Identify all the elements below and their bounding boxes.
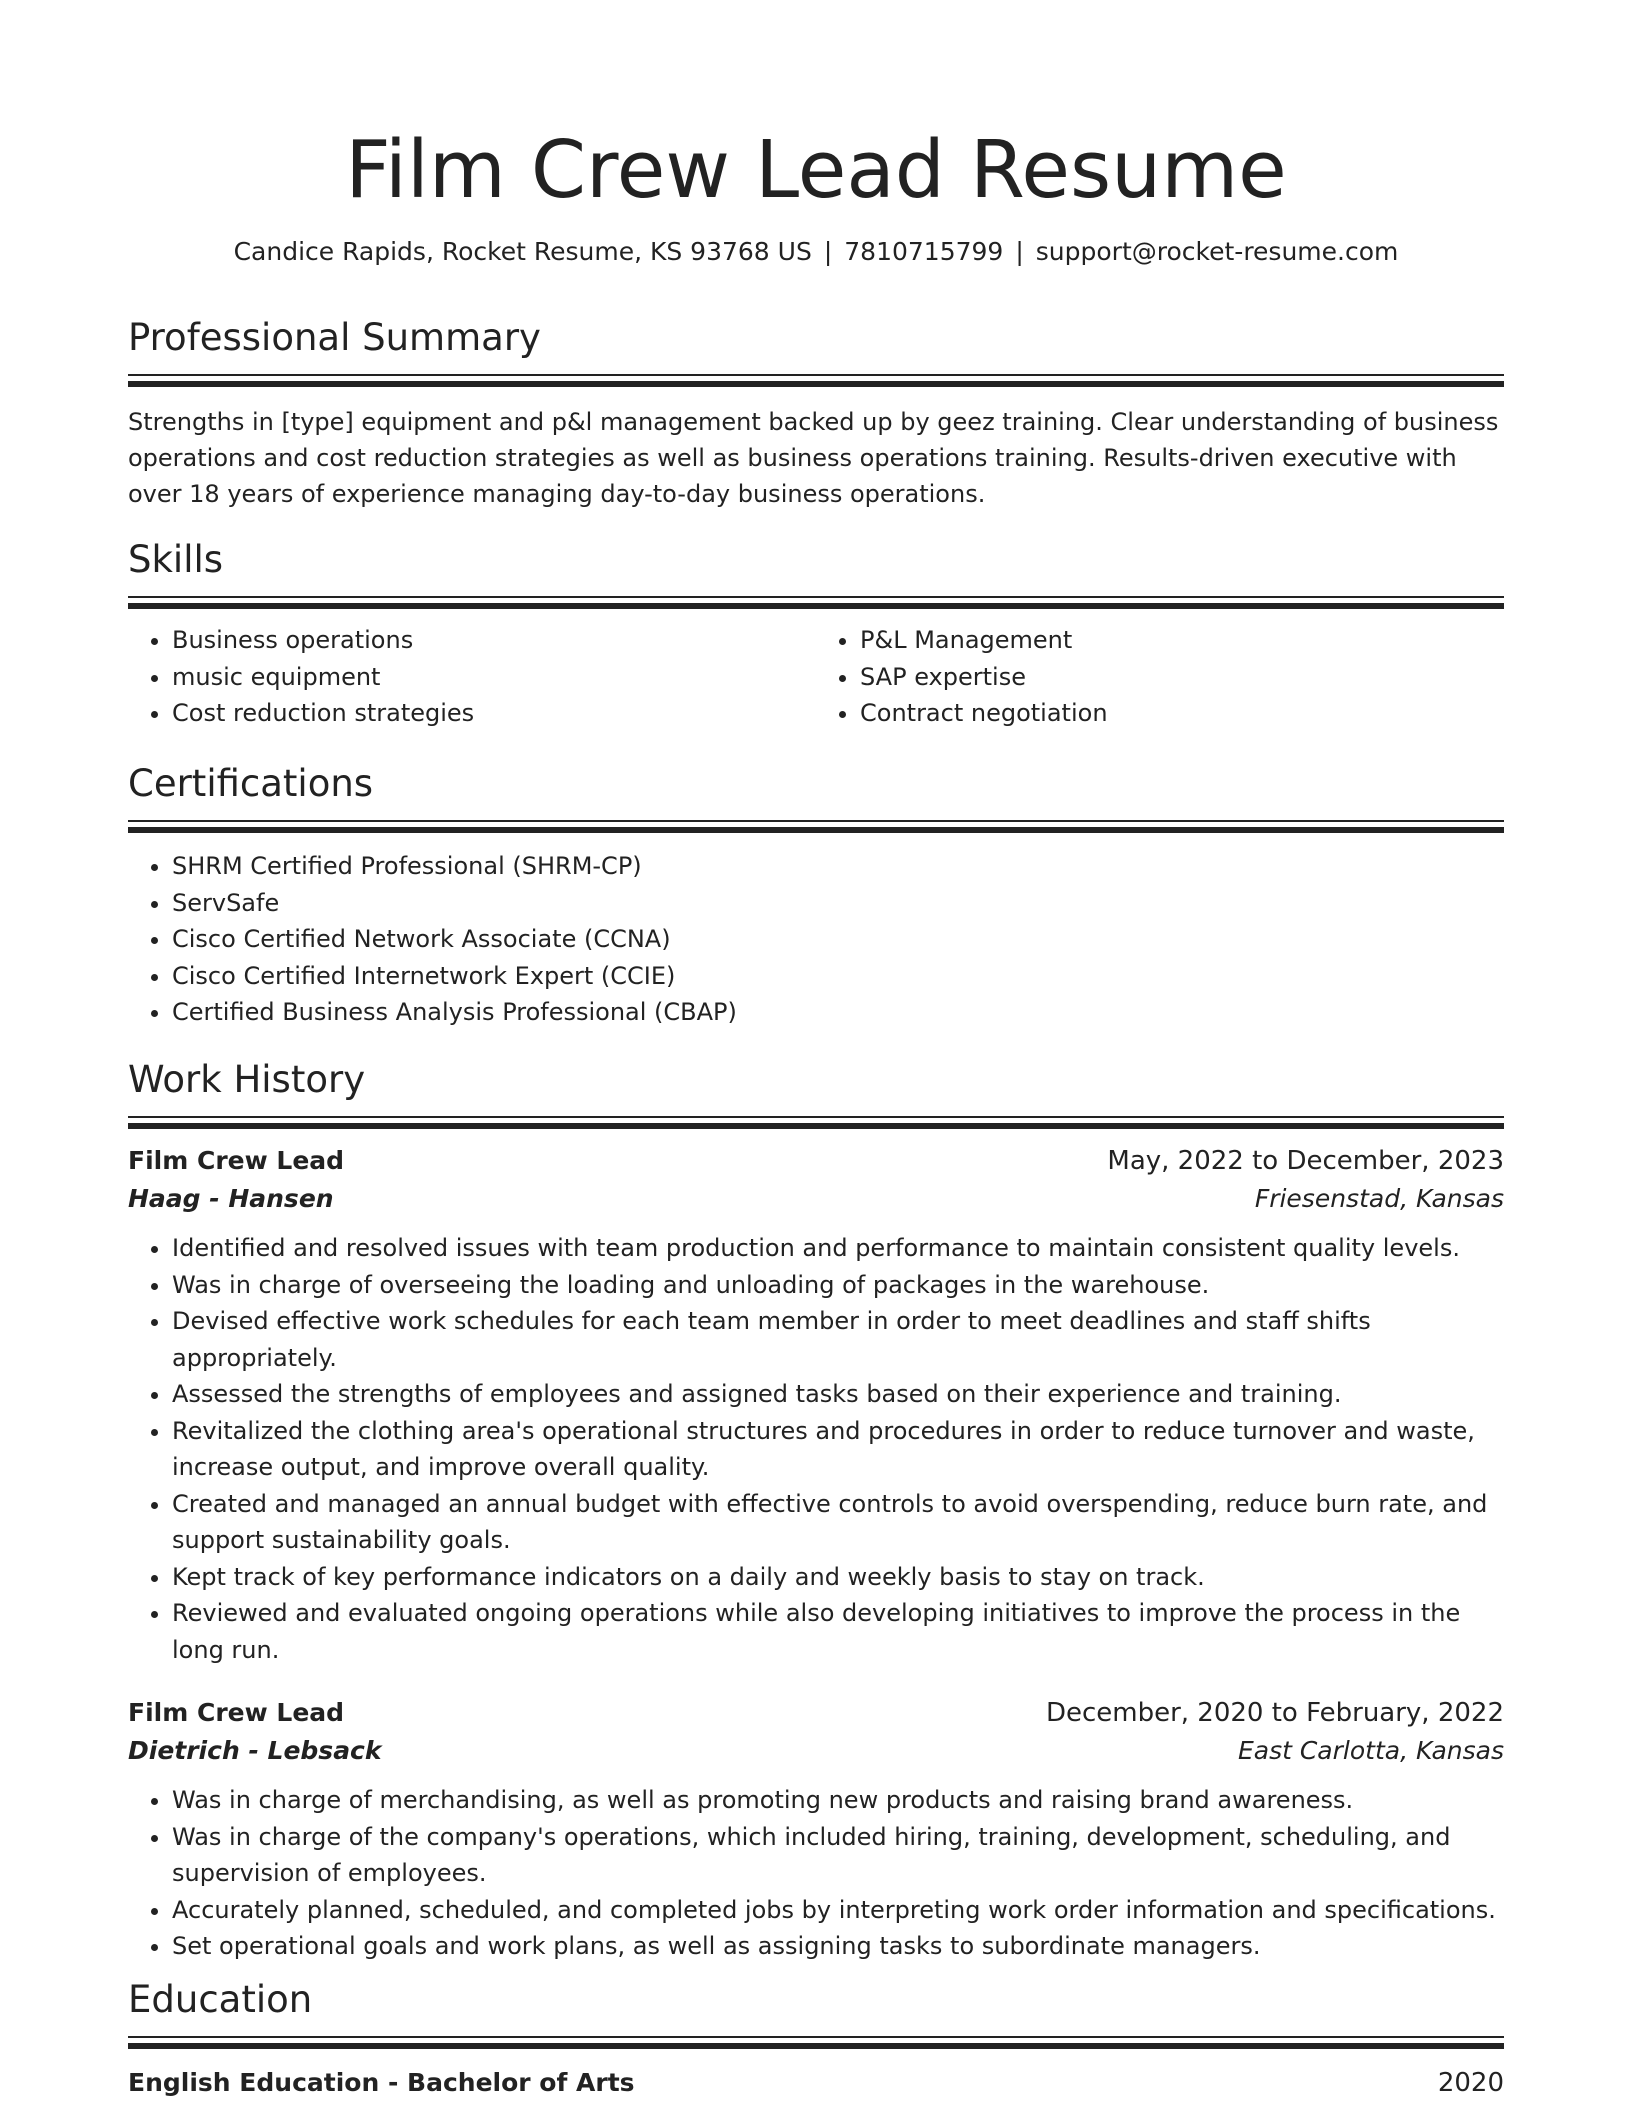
skills-columns [128,622,1504,732]
resume-title: Film Crew Lead Resume [345,124,1287,216]
job-bullet: • Assessed the strengths of employees and assigned tasks based on their experience and training. [172,1376,1504,1413]
contact-line [128,236,1504,268]
job-bullet: • Created and managed an annual budget with effective controls to avoid overspending, reduce burn rate, and support sustainability goals. [172,1486,1504,1559]
job-location: Friesenstad, Kansas [1254,1184,1504,1213]
certifications-heading: Certifications [128,762,374,805]
contact-separator: | [823,237,833,266]
job-bullet: • Was in charge of the company's operations, which included hiring, training, development, scheduling, and supervision of employees. [172,1819,1504,1892]
job-entry [128,1142,1504,1668]
contact-email: support@rocket-resume.com [1035,237,1399,266]
job-company: Dietrich - Lebsack [128,1736,382,1765]
summary-section [128,316,1504,512]
job-bullet: • Was in charge of overseeing the loading and unloading of packages in the warehouse. [172,1267,1504,1304]
job-title: Film Crew Lead [128,1698,345,1727]
work-history-heading: Work History [128,1058,366,1101]
section-divider [128,1116,1504,1128]
skill-item: • Business operations [172,622,816,659]
section-divider [128,596,1504,608]
skill-item: • Cost reduction strategies [172,695,816,732]
certification-item: • ServSafe [172,885,1504,922]
certification-item: • Cisco Certified Internetwork Expert (CCIE) [172,958,1504,995]
education-heading: Education [128,1978,313,2021]
job-bullet: • Devised effective work schedules for each team member in order to meet deadlines and staff shifts appropriately. [172,1303,1504,1376]
education-degree: English Education - Bachelor of Arts [128,2068,635,2097]
job-bullet: • Accurately planned, scheduled, and completed jobs by interpreting work order information and specifications. [172,1892,1504,1929]
job-bullet: • Reviewed and evaluated ongoing operations while also developing initiatives to improve the process in the long run. [172,1595,1504,1668]
contact-phone: 7810715799 [844,237,1004,266]
resume-page [128,0,1504,2098]
education-year: 2020 [1437,2068,1504,2098]
job-subheader [128,1180,1504,1218]
summary-heading: Professional Summary [128,316,541,359]
contact-address: Candice Rapids, Rocket Resume, KS 93768 US [233,237,812,266]
certification-item: • Certified Business Analysis Professional (CBAP) [172,994,1504,1031]
education-section [128,1978,1504,2102]
skills-section [128,538,1504,732]
skill-item: • P&L Management [860,622,1504,659]
certification-item: • SHRM Certified Professional (SHRM-CP) [172,848,1504,885]
job-bullets [128,1782,1504,1965]
section-divider [128,820,1504,832]
job-title: Film Crew Lead [128,1146,345,1175]
job-bullets [128,1230,1504,1668]
skills-list-left [128,622,816,732]
section-divider [128,2036,1504,2048]
job-bullet: • Kept track of key performance indicators on a daily and weekly basis to stay on track. [172,1559,1504,1596]
job-bullet: • Identified and resolved issues with team production and performance to maintain consistent quality levels. [172,1230,1504,1267]
certifications-section [128,762,1504,1031]
education-entry [128,2064,1504,2102]
summary-text: Strengths in [type] equipment and p&l management backed up by geez training. Clear understanding of business operations and cost reduction strategies as well as business operations training. Results-driven executive with over 18 years of experience managing day-to-day business operations. [128,408,1499,508]
work-history-section [128,1058,1504,1965]
certifications-list [128,848,1504,1031]
skill-item: • Contract negotiation [860,695,1504,732]
certification-item: • Cisco Certified Network Associate (CCNA) [172,921,1504,958]
job-subheader [128,1732,1504,1770]
skill-item: • SAP expertise [860,659,1504,696]
job-bullet: • Set operational goals and work plans, as well as assigning tasks to subordinate managers. [172,1928,1504,1965]
job-dates: December, 2020 to February, 2022 [1045,1698,1504,1728]
job-bullet: • Revitalized the clothing area's operational structures and procedures in order to reduce turnover and waste, increase output, and improve overall quality. [172,1413,1504,1486]
job-dates: May, 2022 to December, 2023 [1107,1146,1504,1176]
job-header [128,1694,1504,1732]
job-header [128,1142,1504,1180]
section-divider [128,374,1504,386]
job-bullet: • Was in charge of merchandising, as well as promoting new products and raising brand awareness. [172,1782,1504,1819]
contact-separator: | [1015,237,1024,266]
skills-heading: Skills [128,538,224,581]
job-entry [128,1694,1504,1965]
skills-list-right [816,622,1504,732]
job-company: Haag - Hansen [128,1184,334,1213]
job-location: East Carlotta, Kansas [1237,1736,1504,1765]
skill-item: • music equipment [172,659,816,696]
